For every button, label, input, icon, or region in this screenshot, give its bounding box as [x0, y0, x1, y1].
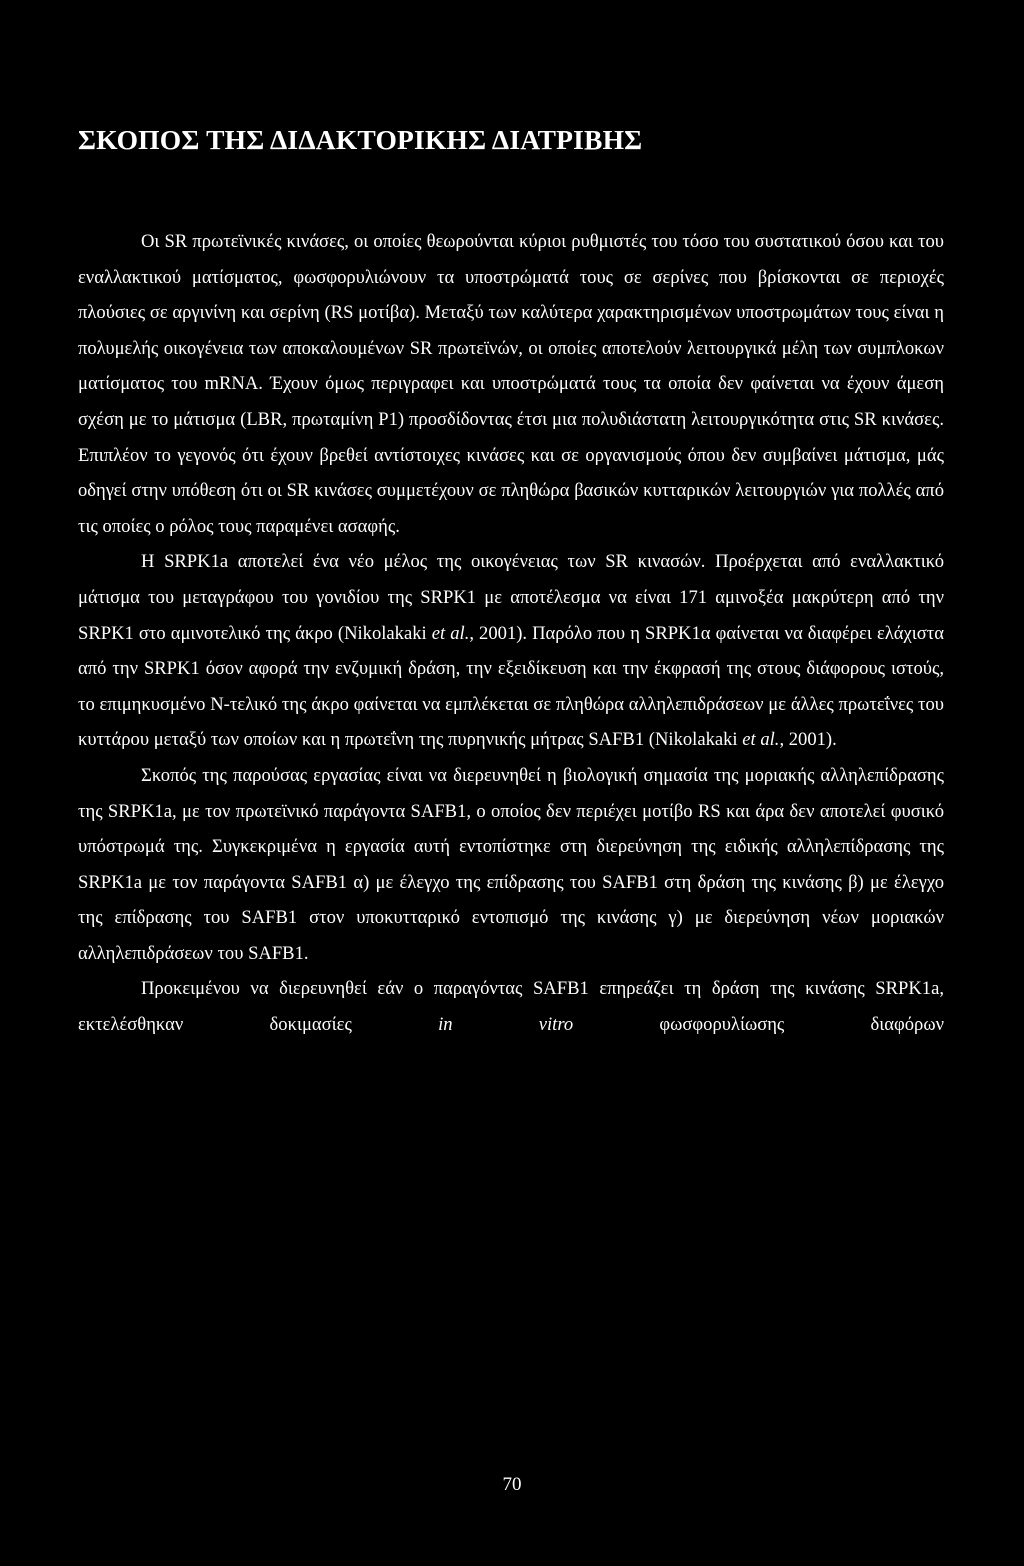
page-number: 70 — [502, 1474, 522, 1495]
paragraph-2-text-c: , 2001). — [779, 729, 837, 751]
body-text — [78, 224, 944, 1043]
paragraph-2-text-b: , 2001). Παρόλο που η SRPK1α φαίνεται να διαφέρει ελάχιστα από την SRPK1 όσον αφορά την ενζυμική δράση, την εξειδίκευση και την έκφρασή της στους διάφορους ιστούς, το επιμηκυσμένο N-τελικό της άκρο φαίνεται να εμπλέκεται σε πληθώρα αλληλεπιδράσεων με άλλες πρωτεΐνες του κυττάρου μεταξύ των οποίων και η πρωτεΐνη της πυρηνικής μήτρας SAFB1 (Nikolakaki — [78, 622, 944, 751]
in-vitro-term: in vitro — [438, 1014, 574, 1036]
paragraph-2 — [78, 544, 944, 758]
page-title: ΣΚΟΠΟΣ ΤΗΣ ΔΙΔΑΚΤΟΡΙΚΗΣ ΔΙΑΤΡΙΒΗΣ — [78, 124, 643, 155]
citation-et-al: et al. — [742, 729, 780, 751]
paragraph-1-text: Οι SR πρωτεϊνικές κινάσες, οι οποίες θεωρούνται κύριοι ρυθμιστές του τόσο του συστατικού όσου και του εναλλακτικού ματίσματος, φωσφορυλιώνουν τα υποστρώματά τους σε σερίνες που βρίσκονται σε περιοχές πλούσιες σε αργινίνη και σερίνη (RS μοτίβα). Μεταξύ των καλύτερα χαρακτηρισμένων υποστρωμάτων τους είναι η πολυμελής οικογένεια των αποκαλουμένων SR πρωτεϊνών, οι οποίες αποτελούν λειτουργικά μέλη των συμπλοκων ματίσματος του mRNA. Έχουν όμως περιγραφει και υποστρώματά τους τα οποία δεν φαίνεται να έχουν άμεση σχέση με το μάτισμα (LBR, πρωταμίνη P1) προσδίδοντας έτσι μια πολυδιάστατη λειτουργικότητα στις SR κινάσες. Επιπλέον το γεγονός ότι έχουν βρεθεί αντίστοιχες κινάσες και σε οργανισμούς όπου δεν συμβαίνει μάτισμα, μάς οδηγεί στην υπόθεση ότι οι SR κινάσες συμμετέχουν σε πληθώρα βασικών κυτταρικών λειτουργιών για πολλές από τις οποίες ο ρόλος τους παραμένει ασαφής. — [78, 231, 944, 537]
paragraph-2-text-a: Η SRPK1a αποτελεί ένα νέο μέλος της οικογένειας των SR κινασών. Προέρχεται από εναλλακτικό μάτισμα του μεταγράφου του γονιδίου της SRPK1 με αποτέλεσμα να είναι 171 αμινοξέα μακρύτερη από την SRPK1 στο αμινοτελικό της άκρο (Nikolakaki — [78, 551, 944, 644]
paragraph-4-text-a: Προκειμένου να διερευνηθεί εάν ο παραγόντας SAFB1 επηρεάζει τη δράση της κινάσης SRPK1a, εκτελέσθηκαν δοκιμασίες — [78, 978, 944, 1036]
citation-et-al: et al. — [431, 622, 470, 644]
paragraph-3-text: Σκοπός της παρούσας εργασίας είναι να διερευνηθεί η βιολογική σημασία της μοριακής αλληλεπίδρασης της SRPK1a, με τον πρωτεϊνικό παράγοντα SAFB1, ο οποίος δεν περιέχει μοτίβο RS και άρα δεν αποτελεί φυσικό υπόστρωμά της. Συγκεκριμένα η εργασία αυτή εντοπίστηκε στη διερεύνηση της ειδικής αλληλεπίδρασης της SRPK1a με τον παράγοντα SAFB1 α) με έλεγχο της επίδρασης του SAFB1 στη δράση της κινάσης β) με έλεγχο της επίδρασης του SAFB1 στον υποκυτταρικό εντοπισμό της κινάσης γ) με διερεύνηση νέων μοριακών αλληλεπιδράσεων του SAFB1. — [78, 764, 944, 964]
paragraph-4 — [78, 971, 944, 1042]
paragraph-1 — [78, 224, 944, 544]
paragraph-3 — [78, 758, 944, 972]
paragraph-4-text-b: φωσφορυλίωσης διαφόρων — [573, 1014, 944, 1036]
